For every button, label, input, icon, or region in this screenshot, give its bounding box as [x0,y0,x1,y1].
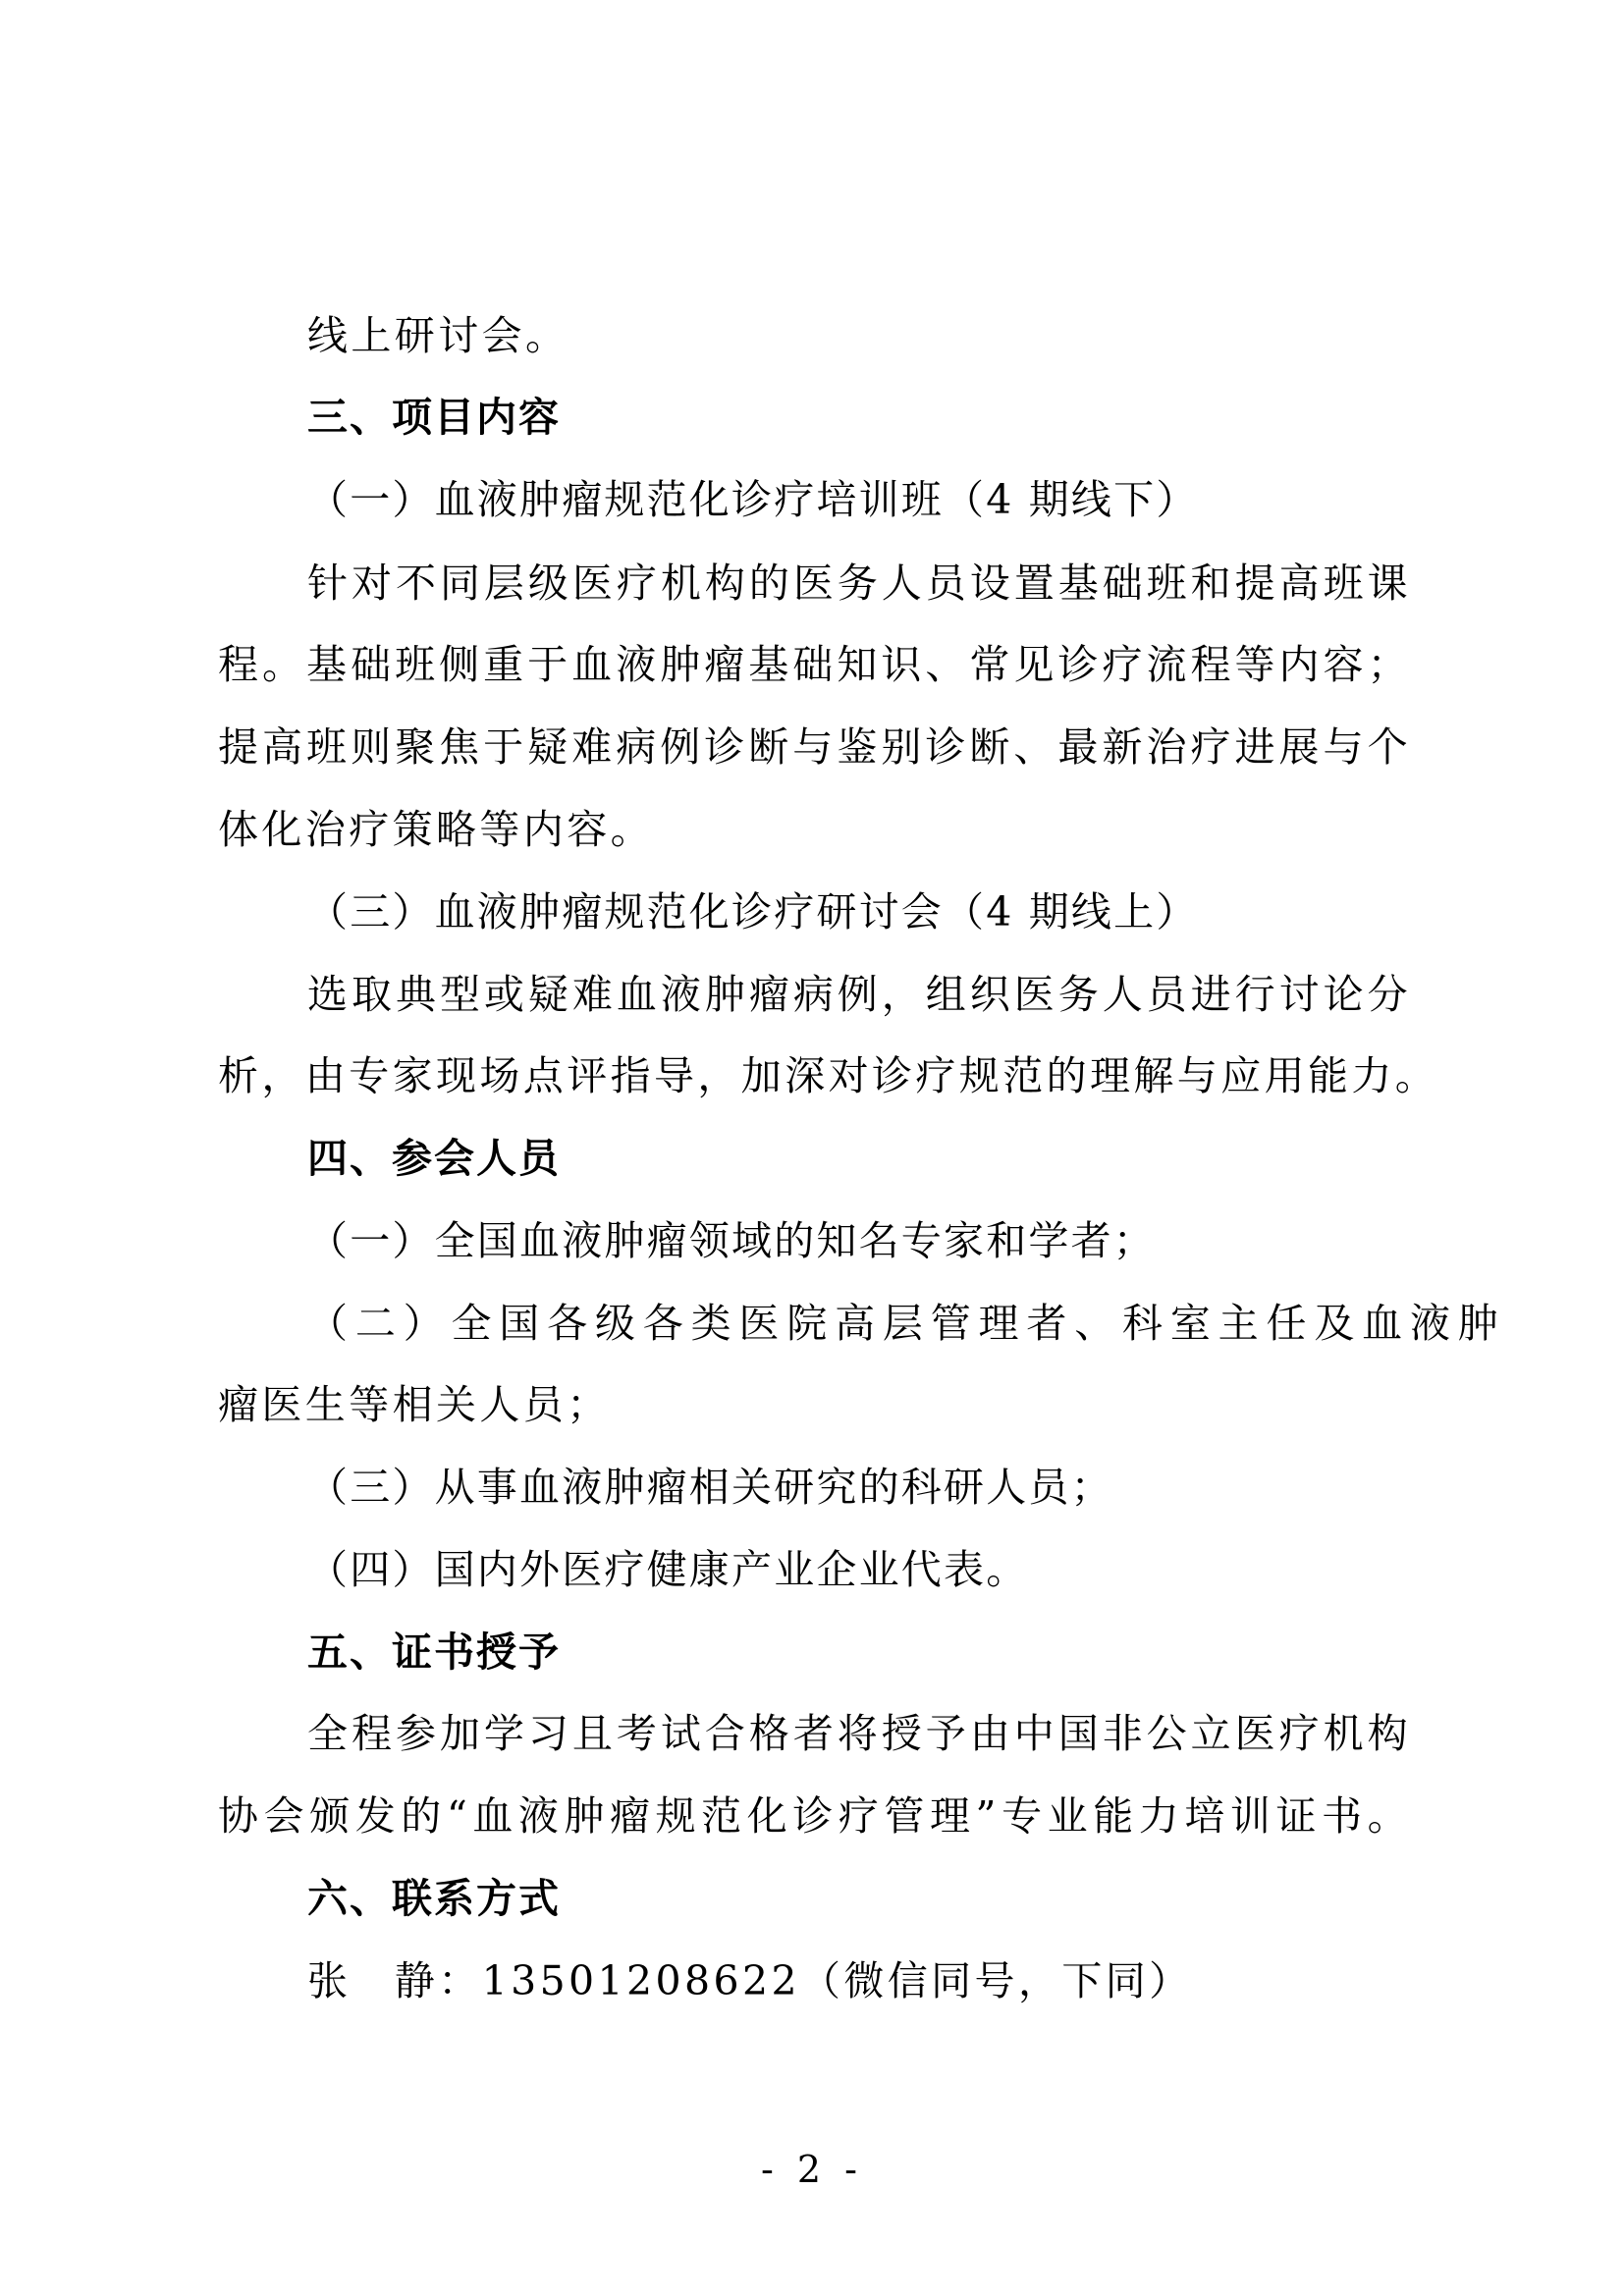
section-heading-project-content: 三、项目内容 [307,394,561,441]
list-item-continuation: 瘤医生等相关人员； [218,1381,611,1428]
paragraph-line: 体化治疗策略等内容。 [218,806,654,853]
paragraph-line: 选取典型或疑难血液肿瘤病例，组织医务人员进行讨论分 [307,971,1411,1018]
section-heading-contact: 六、联系方式 [307,1875,561,1922]
section-heading-participants: 四、参会人员 [307,1135,561,1182]
list-item: （一）全国血液肿瘤领域的知名专家和学者； [307,1217,1156,1264]
paragraph-line: 程。基础班侧重于血液肿瘤基础知识、常见诊疗流程等内容； [218,641,1411,688]
list-item: （四）国内外医疗健康产业企业代表。 [307,1546,1029,1593]
subheading-training-class: （一）血液肿瘤规范化诊疗培训班（4 期线下） [307,476,1199,523]
paragraph-line: 提高班则聚焦于疑难病例诊断与鉴别诊断、最新治疗进展与个 [218,723,1411,771]
list-item: （三）从事血液肿瘤相关研究的科研人员； [307,1464,1113,1511]
paragraph-line: 针对不同层级医疗机构的医务人员设置基础班和提高班课 [307,560,1411,607]
section-heading-certificate: 五、证书授予 [307,1629,561,1676]
contact-line: 张 静：13501208622（微信同号，下同） [307,1957,1193,2004]
paragraph-line: 析，由专家现场点评指导，加深对诊疗规范的理解与应用能力。 [218,1052,1439,1099]
page-number: - 2 - [760,2148,863,2191]
subheading-seminar: （三）血液肿瘤规范化诊疗研讨会（4 期线上） [307,888,1199,935]
list-item: （二）全国各级各类医院高层管理者、科室主任及血液肿 [307,1300,1500,1347]
paragraph-line: 全程参加学习且考试合格者将授予由中国非公立医疗机构 [307,1710,1411,1757]
paragraph-line: 协会颁发的“血液肿瘤规范化诊疗管理”专业能力培训证书。 [218,1792,1411,1840]
paragraph-continuation: 线上研讨会。 [307,312,569,359]
